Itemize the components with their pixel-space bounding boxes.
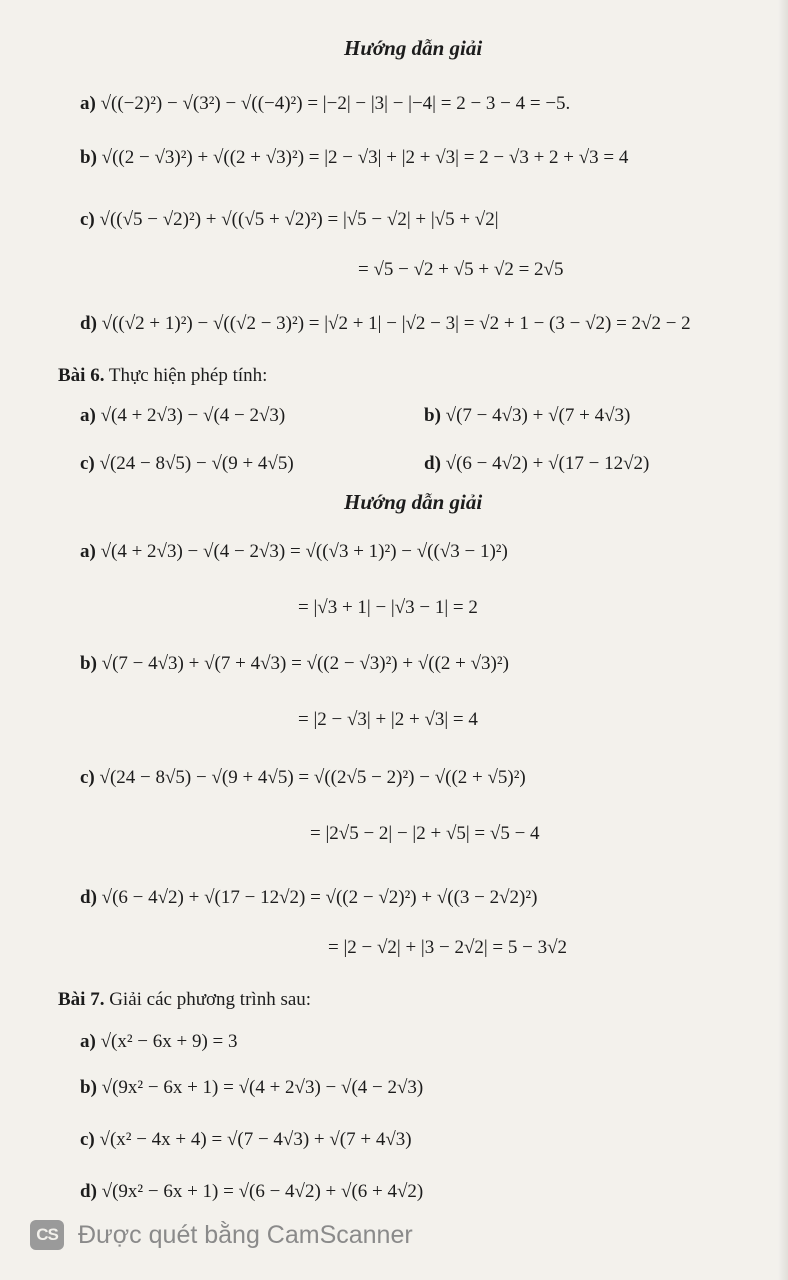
bai6-solution-d-continuation: = |2 − √2| + |3 − 2√2| = 5 − 3√2 bbox=[328, 937, 568, 958]
bai6-solution-c bbox=[80, 766, 526, 790]
bai6-solution-b bbox=[80, 652, 509, 676]
bai6-solution-a-label: a) bbox=[80, 541, 96, 562]
bai6-desc: Thực hiện phép tính: bbox=[108, 365, 268, 386]
bai6-solution-d-label: d) bbox=[80, 887, 97, 908]
bai5-solution-c bbox=[80, 208, 499, 232]
camscanner-text: Được quét bằng CamScanner bbox=[78, 1220, 413, 1249]
heading-huong-dan-giai-2: Hướng dẫn giải bbox=[344, 490, 483, 514]
bai7-item-b bbox=[80, 1076, 423, 1100]
bai7-item-b-expr: √(9x² − 6x + 1) = √(4 + 2√3) − √(4 − 2√3) bbox=[101, 1077, 424, 1098]
camscanner-watermark bbox=[30, 1218, 413, 1252]
bai6-title: Bài 6. bbox=[58, 365, 105, 386]
bai7-item-d-label: d) bbox=[80, 1181, 97, 1202]
bai6-solution-d bbox=[80, 886, 537, 910]
bai6-item-c bbox=[80, 452, 294, 476]
bai5-solution-c-expr: √((√5 − √2)²) + √((√5 + √2)²) = |√5 − √2| + |√5 + √2| bbox=[99, 209, 499, 230]
bai6-solution-c-continuation: = |2√5 − 2| − |2 + √5| = √5 − 4 bbox=[310, 823, 540, 844]
bai5-solution-a-expr: √((−2)²) − √(3²) − √((−4)²) = |−2| − |3| − |−4| = 2 − 3 − 4 = −5. bbox=[100, 93, 571, 114]
bai6-solution-d-expr: √(6 − 4√2) + √(17 − 12√2) = √((2 − √2)²) + √((3 − 2√2)²) bbox=[101, 887, 538, 908]
bai7-item-a-label: a) bbox=[80, 1031, 96, 1052]
bai6-solution-a-continuation: = |√3 + 1| − |√3 − 1| = 2 bbox=[298, 597, 478, 618]
bai6-solution-c-expr: √(24 − 8√5) − √(9 + 4√5) = √((2√5 − 2)²) − √((2 + √5)²) bbox=[99, 767, 526, 788]
bai5-solution-a-label: a) bbox=[80, 93, 96, 114]
bai5-solution-d-label: d) bbox=[80, 313, 97, 334]
bai6-item-c-label: c) bbox=[80, 453, 95, 474]
bai7-item-c bbox=[80, 1128, 412, 1152]
bai6-item-a-expr: √(4 + 2√3) − √(4 − 2√3) bbox=[100, 405, 286, 426]
bai6-item-d-expr: √(6 − 4√2) + √(17 − 12√2) bbox=[445, 453, 650, 474]
bai7-item-d bbox=[80, 1180, 423, 1204]
bai6-solution-b-continuation: = |2 − √3| + |2 + √3| = 4 bbox=[298, 709, 478, 730]
bai7-title-line bbox=[58, 988, 311, 1012]
bai5-solution-c-continuation: = √5 − √2 + √5 + √2 = 2√5 bbox=[358, 259, 564, 280]
bai6-solution-b-label: b) bbox=[80, 653, 97, 674]
bai7-desc: Giải các phương trình sau: bbox=[109, 989, 312, 1010]
bai5-solution-b-expr: √((2 − √3)²) + √((2 + √3)²) = |2 − √3| + |2 + √3| = 2 − √3 + 2 + √3 = 4 bbox=[101, 147, 629, 168]
bai6-solution-b-expr: √(7 − 4√3) + √(7 + 4√3) = √((2 − √3)²) + √((2 + √3)²) bbox=[101, 653, 509, 674]
bai5-solution-c-label: c) bbox=[80, 209, 95, 230]
bai7-item-a bbox=[80, 1030, 238, 1054]
bai6-item-d bbox=[424, 452, 649, 476]
bai6-item-c-expr: √(24 − 8√5) − √(9 + 4√5) bbox=[99, 453, 294, 474]
bai5-solution-d bbox=[80, 312, 691, 336]
bai5-solution-a bbox=[80, 92, 570, 116]
bai6-solution-c-label: c) bbox=[80, 767, 95, 788]
camscanner-logo-icon: CS bbox=[30, 1220, 64, 1250]
bai6-solution-a bbox=[80, 540, 508, 564]
bai6-item-b bbox=[424, 404, 630, 428]
bai6-item-a-label: a) bbox=[80, 405, 96, 426]
bai5-solution-d-expr: √((√2 + 1)²) − √((√2 − 3)²) = |√2 + 1| − |√2 − 3| = √2 + 1 − (3 − √2) = 2√2 − 2 bbox=[101, 313, 691, 334]
bai5-solution-b bbox=[80, 146, 628, 170]
bai6-item-b-expr: √(7 − 4√3) + √(7 + 4√3) bbox=[445, 405, 631, 426]
bai6-item-b-label: b) bbox=[424, 405, 441, 426]
bai7-title: Bài 7. bbox=[58, 989, 105, 1010]
bai6-item-d-label: d) bbox=[424, 453, 441, 474]
page-edge-shadow bbox=[778, 0, 788, 1280]
bai7-item-d-expr: √(9x² − 6x + 1) = √(6 − 4√2) + √(6 + 4√2) bbox=[101, 1181, 424, 1202]
bai5-solution-b-label: b) bbox=[80, 147, 97, 168]
bai6-title-line bbox=[58, 364, 267, 388]
bai7-item-b-label: b) bbox=[80, 1077, 97, 1098]
bai6-solution-a-expr: √(4 + 2√3) − √(4 − 2√3) = √((√3 + 1)²) − √((√3 − 1)²) bbox=[100, 541, 508, 562]
bai7-item-a-expr: √(x² − 6x + 9) = 3 bbox=[100, 1031, 238, 1052]
bai6-item-a bbox=[80, 404, 285, 428]
bai7-item-c-label: c) bbox=[80, 1129, 95, 1150]
heading-huong-dan-giai-1: Hướng dẫn giải bbox=[344, 36, 483, 60]
bai7-item-c-expr: √(x² − 4x + 4) = √(7 − 4√3) + √(7 + 4√3) bbox=[99, 1129, 412, 1150]
